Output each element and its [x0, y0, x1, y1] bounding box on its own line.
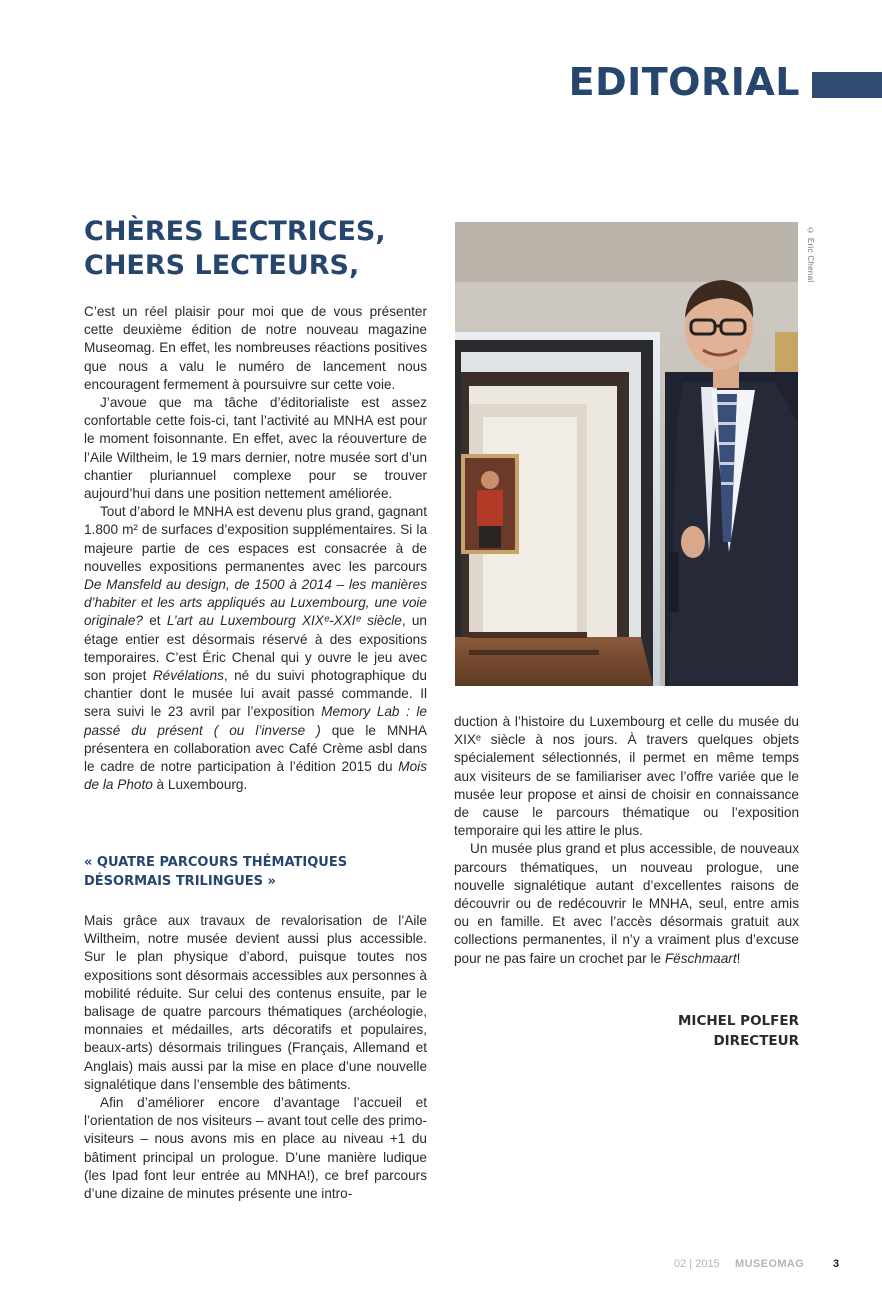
issue-number: 02 | 2015 — [674, 1258, 720, 1270]
paragraph-5: Afin d’améliorer encore d’avantage l’accueil et l’orientation de nos visiteurs – avant tout celle des primo-visiteurs – nous avons mis en place au niveau +1 du bâtiment principal un prologue. D’une manière ludique (les Ipad font leur entrée au MNHA!), ce bref parcours d’une dizaine de minutes présente une intro- — [84, 1095, 427, 1202]
headline — [84, 215, 424, 283]
paragraph-5-continued: duction à l’histoire du Luxembourg et celle du musée du XIXᵉ siècle à nos jours. À travers quelques objets spécialement sélectionnés, il permet en même temps aux visiteurs de se familiariser avec l’offre variée que le musée leur propose et ainsi de choisir en connaissance de cause le parcours thématique ou l’exposition temporaire qui les attire le plus. — [454, 714, 799, 839]
body-column-left-bottom — [84, 912, 427, 1203]
signature-name: MICHEL POLFER — [678, 1013, 799, 1029]
paragraph-6: Un musée plus grand et plus accessible, de nouveaux parcours thématiques, un nouveau prologue, une nouvelle signalétique autant d’excellentes raisons de découvrir ou de redécouvrir le MNHA, seul, entre amis ou en famille. Et avec l’accès désormais gratuit aux collections permanentes, il n’y a vraiment plus d’excuse pour ne pas faire un crochet par le Fëschmaart! — [454, 841, 799, 966]
page-footer — [640, 1258, 840, 1274]
subheading — [84, 853, 427, 891]
paragraph-2: J’avoue que ma tâche d’éditorialiste est assez confortable cette fois-ci, tant l’activité au MNHA est pour le moment foisonnante. En effet, avec la réouverture de l’Aile Wiltheim, le 19 mars dernier, notre musée sort d’un chantier pluriannuel complexe pour se trouver aujourd’hui dans une position nettement améliorée. — [84, 395, 427, 502]
magazine-name: MUSEOMAG — [735, 1258, 805, 1270]
body-column-left-top — [84, 303, 427, 794]
subheading-line-2: DÉSORMAIS TRILINGUES » — [84, 874, 276, 889]
section-title-bar — [812, 72, 882, 98]
page-number: 3 — [833, 1258, 840, 1270]
photo-credit: © Eric Chenal — [806, 226, 815, 283]
headline-line-1: CHÈRES LECTRICES, — [84, 216, 386, 247]
section-title: EDITORIAL — [568, 60, 800, 104]
signature — [560, 1011, 799, 1051]
paragraph-3: Tout d’abord le MNHA est devenu plus grand, gagnant 1.800 m² de surfaces d’exposition supplémentaires. Si la majeure partie de ces espaces est consacrée à de nouvelles expositions permanentes avec les parcours De Mansfeld au design, de 1500 à 2014 – les manières d’habiter et les arts appliqués au Luxembourg, une voie originale? et L’art au Luxembourg XIXᵉ-XXIᵉ siècle, un étage entier est désormais réservé à des expositions temporaires. C’est Éric Chenal qui y ouvre le jeu avec son projet Révélations, né du suivi photographique du chantier dont le musée lui avait passé commande. Il sera suivi le 23 avril par l’exposition Memory Lab : le passé du présent ( ou l’inverse ) que le MNHA présentera en collaboration avec Café Crème asbl dans le cadre de notre participation à l’édition 2015 du Mois de la Photo à Luxembourg. — [84, 504, 427, 793]
headline-line-2: CHERS LECTEURS, — [84, 250, 360, 281]
signature-role: DIRECTEUR — [713, 1033, 799, 1049]
body-column-right — [454, 713, 799, 968]
paragraph-4: Mais grâce aux travaux de revalorisation de l’Aile Wiltheim, notre musée devient aussi plus accessible. Sur le plan physique d’abord, puisque toutes nos expositions sont désormais accessibles aux personnes à mobilité réduite. Sur celui des contenus ensuite, par le balisage de quatre parcours thématiques (archéologie, monnaies et médailles, arts décoratifs et populaires, beaux-arts) désormais trilingues (Français, Allemand et Anglais) mais aussi par la mise en place d’une nouvelle signalétique dans l’ensemble des bâtiments. — [84, 913, 427, 1092]
portrait-photo-illustration — [455, 222, 798, 686]
paragraph-1: C’est un réel plaisir pour moi que de vous présenter cette deuxième édition de notre nouveau magazine Museomag. En effet, les nombreuses réactions positives que nous a valu le numéro de lancement nous encouragent fermement à poursuivre sur cette voie. — [84, 304, 427, 392]
portrait-photo — [455, 222, 798, 686]
subheading-line-1: « QUATRE PARCOURS THÉMATIQUES — [84, 855, 348, 870]
